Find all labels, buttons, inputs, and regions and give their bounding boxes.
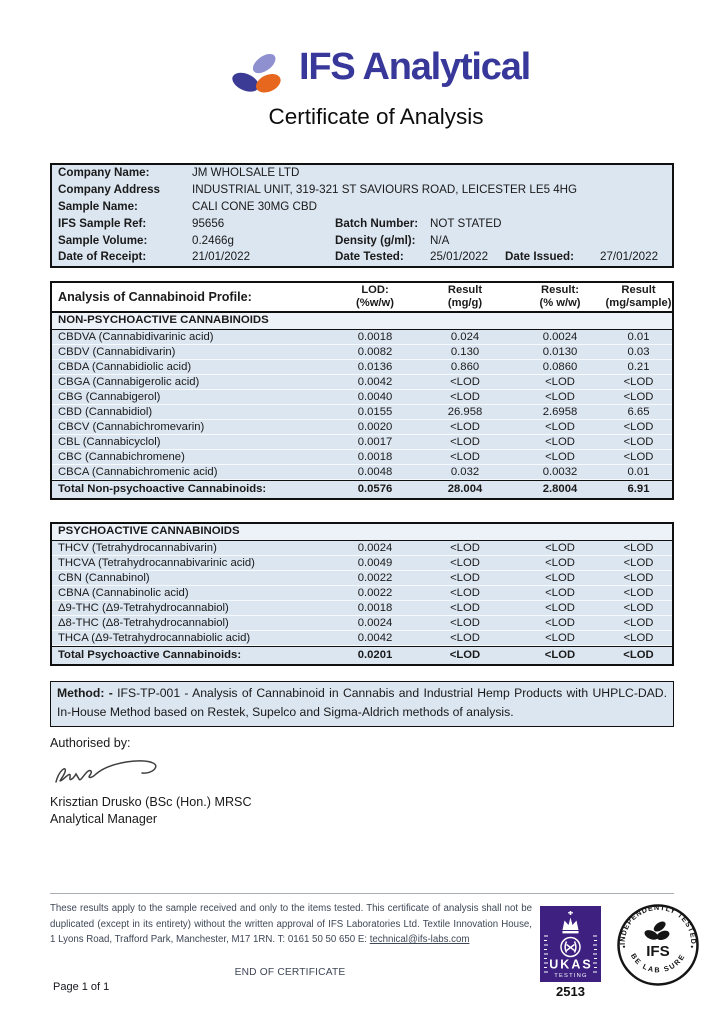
ifs-logo-icon [230,52,288,105]
result-value: 26.958 [447,406,483,418]
result-value: <LOD [450,572,480,584]
result-value: <LOD [450,542,480,554]
result-value: 0.0048 [357,466,393,478]
compound-name: CBCA (Cannabichromenic acid) [58,466,218,478]
result-value: 0.21 [627,361,650,373]
total-value: 28.004 [447,483,483,495]
table-row [52,450,672,465]
analysis-table-header [52,283,672,313]
info-row [52,182,672,199]
compound-name: Δ9-THC (Δ9-Tetrahydrocannabiol) [58,602,229,614]
result-value: <LOD [545,617,575,629]
method-text: IFS-TP-001 - Analysis of Cannabinoid in Cannabis and Industrial Hemp Products with UHPLC-DAD. In-House Method based on Restek, Supelco and Sigma-Aldrich methods of analysis. [57,686,667,720]
result-value: <LOD [450,376,480,388]
compound-name: THCA (Δ9-Tetrahydrocannabiolic acid) [58,632,251,644]
signature-scribble [50,752,170,794]
result-value: 0.0022 [357,587,393,599]
result-value: <LOD [545,587,575,599]
info-value: 95656 [192,216,225,230]
info-label: Date of Receipt: [58,250,147,264]
result-value: 0.032 [450,466,480,478]
result-value: <LOD [450,587,480,599]
result-value: <LOD [545,557,575,569]
result-value: <LOD [623,542,654,554]
contact-email-link[interactable]: technical@ifs-labs.com [369,934,470,946]
total-value: 0.0576 [357,483,393,495]
result-value: 0.0040 [357,391,393,403]
info-value: N/A [430,233,450,247]
authorised-by-label: Authorised by: [50,736,131,750]
stamp-bottom-text: BE LAB SURE [628,951,688,975]
ifs-stamp [616,903,700,992]
result-value: <LOD [450,451,480,463]
total-value: 6.91 [627,483,650,495]
table-row [52,631,672,646]
column-header-line1: Result [447,284,483,296]
info-row [52,165,672,182]
result-value: <LOD [623,391,654,403]
result-value: 0.0042 [357,376,393,388]
result-value: 0.0860 [542,361,578,373]
column-header-line2: (mg/sample) [605,297,672,309]
info-label: Company Name: [58,166,150,179]
result-value: <LOD [545,436,575,448]
footer-disclaimer [50,901,532,948]
info-label: Date Issued: [505,250,574,264]
compound-name: CBNA (Cannabinolic acid) [58,587,189,599]
info-row [52,216,672,233]
info-value: CALI CONE 30MG CBD [192,199,317,213]
result-value: <LOD [450,617,480,629]
result-value: 0.0024 [542,331,578,343]
method-box [50,681,674,727]
result-value: 0.0018 [357,602,393,614]
info-label: IFS Sample Ref: [58,216,147,230]
compound-name: CBDVA (Cannabidivarinic acid) [58,331,214,343]
result-value: 0.860 [450,361,480,373]
table-row [52,330,672,345]
table-row [52,435,672,450]
column-header-line2: (mg/g) [447,297,483,309]
ukas-label: UKAS [549,957,593,972]
compound-name: CBD (Cannabidiol) [58,406,153,418]
ukas-testing-logo [540,906,601,987]
column-header-line1: Result [621,284,656,296]
info-value: NOT STATED [430,216,502,230]
compound-name: CBL (Cannabicyclol) [58,436,161,448]
column-header [515,284,605,310]
info-row [52,249,672,266]
result-value: 0.0155 [357,406,393,418]
result-value: <LOD [623,587,654,599]
compound-name: THCV (Tetrahydrocannabivarin) [58,542,217,554]
result-value: <LOD [623,436,654,448]
compound-name: Δ8-THC (Δ8-Tetrahydrocannabiol) [58,617,229,629]
result-value: 0.0042 [357,632,393,644]
table-row [52,556,672,571]
table-row [52,360,672,375]
stamp-center-text: IFS [646,942,670,960]
result-value: <LOD [623,572,654,584]
result-value: <LOD [623,557,654,569]
table-row [52,345,672,360]
table-row [52,405,672,420]
disclaimer-text: These results apply to the sample received and only to the items tested. This certificate of analysis shall not be duplicated (except in its entirety) without the written approval of IFS Laboratories Ltd. Textile Innovation House, 1 Lyons Road, Trafford Park, Manchester, M17 1RN. T: 0161 50 50 650 E: [50,903,532,946]
result-value: 0.0049 [357,557,393,569]
result-value: <LOD [545,451,575,463]
result-value: 0.0130 [542,346,578,358]
info-label: Sample Volume: [58,233,148,247]
result-value: 0.01 [627,466,650,478]
section-header: NON-PSYCHOACTIVE CANNABINOIDS [52,313,672,330]
total-value: <LOD [544,649,576,661]
compound-name: CBGA (Cannabigerolic acid) [58,376,200,388]
result-value: 0.0022 [357,572,393,584]
section-header: PSYCHOACTIVE CANNABINOIDS [52,524,672,541]
table-row [52,465,672,480]
table-row [52,601,672,616]
column-header [415,284,515,310]
result-value: 0.0017 [357,436,393,448]
total-label: Total Psychoactive Cannabinoids: [58,649,242,661]
result-value: <LOD [545,602,575,614]
total-row [52,480,672,498]
column-header-line1: LOD: [361,284,389,296]
result-value: <LOD [545,421,575,433]
result-value: 0.0082 [357,346,393,358]
info-label: Density (g/ml): [335,233,416,247]
result-value: <LOD [450,632,480,644]
cannabinoid-analysis-table [50,281,674,500]
result-value: 0.0024 [357,542,393,554]
page-number: Page 1 of 1 [53,981,110,993]
result-value: 0.0018 [357,451,393,463]
result-value: 0.0136 [357,361,393,373]
psychoactive-analysis-table [50,522,674,666]
section-psychoactive [52,524,672,664]
result-value: <LOD [545,391,575,403]
result-value: 0.03 [627,346,650,358]
result-value: <LOD [450,436,480,448]
info-value: INDUSTRIAL UNIT, 319-321 ST SAVIOURS ROAD, LEICESTER LE5 4HG [192,182,578,196]
compound-name: CBN (Cannabinol) [58,572,150,584]
method-label: Method: - [57,686,113,700]
result-value: 0.130 [450,346,480,358]
section-non-psychoactive [52,313,672,498]
total-label: Total Non-psychoactive Cannabinoids: [58,483,267,495]
compound-name: CBG (Cannabigerol) [58,391,161,403]
result-value: <LOD [450,557,480,569]
table-row [52,586,672,601]
result-value: 0.0032 [542,466,578,478]
result-value: 2.6958 [542,406,578,418]
result-value: <LOD [623,632,654,644]
info-row [52,233,672,250]
footer-divider [50,893,674,894]
total-value: 2.8004 [542,483,578,495]
result-value: <LOD [623,376,654,388]
result-value: <LOD [623,617,654,629]
table-row [52,571,672,586]
compound-name: CBDV (Cannabidivarin) [58,346,176,358]
info-label: Date Tested: [335,250,404,264]
table-row [52,420,672,435]
result-value: 6.65 [627,406,650,418]
table-row [52,375,672,390]
compound-name: CBCV (Cannabichromevarin) [58,421,205,433]
result-value: <LOD [623,421,654,433]
info-label: Company Address [58,182,161,196]
column-header [605,284,672,310]
result-value: 0.01 [627,331,650,343]
signatory-block [50,794,252,829]
result-value: <LOD [450,391,480,403]
result-value: <LOD [545,632,575,644]
info-value: 21/01/2022 [192,250,251,264]
column-header-line2: (%w/w) [356,297,394,309]
total-value: <LOD [623,649,654,661]
table-row [52,541,672,556]
stamp-top-text: INDEPENDENTLY TESTED [617,903,699,945]
info-value: 27/01/2022 [600,250,659,264]
document-title: Certificate of Analysis [268,104,484,129]
signatory-role: Analytical Manager [50,812,158,827]
compound-name: CBC (Cannabichromene) [58,451,185,463]
info-label: Sample Name: [58,199,138,213]
total-value: 0.0201 [357,649,393,661]
total-value: <LOD [449,649,481,661]
brand-name: IFS Analytical [299,46,530,88]
table-row [52,616,672,631]
info-value: 25/01/2022 [430,250,489,264]
analysis-title: Analysis of Cannabinoid Profile: [58,290,252,304]
result-value: 0.0018 [357,331,393,343]
info-value: JM WHOLSALE LTD [192,166,300,179]
result-value: 0.0024 [357,617,393,629]
result-value: <LOD [450,602,480,614]
column-header [335,284,415,310]
compound-name: THCVA (Tetrahydrocannabivarinic acid) [58,557,255,569]
column-header-line1: Result: [541,284,579,296]
end-of-certificate-label: END OF CERTIFICATE [234,967,346,978]
result-value: <LOD [623,602,654,614]
result-value: <LOD [623,451,654,463]
ukas-sublabel: TESTING [554,973,588,979]
result-value: <LOD [450,421,480,433]
info-row [52,199,672,216]
compound-name: CBDA (Cannabidiolic acid) [58,361,192,373]
ukas-accreditation-number: 2513 [556,984,585,999]
result-value: <LOD [545,542,575,554]
info-label: Batch Number: [335,216,419,230]
result-value: <LOD [545,376,575,388]
result-value: 0.0020 [357,421,393,433]
total-row [52,646,672,664]
table-row [52,390,672,405]
result-value: 0.024 [450,331,480,343]
info-value: 0.2466g [192,233,234,247]
sample-info-table [50,163,674,268]
signatory-name: Krisztian Drusko (BSc (Hon.) MRSC [50,795,252,809]
result-value: <LOD [545,572,575,584]
column-header-line2: (% w/w) [539,297,581,309]
